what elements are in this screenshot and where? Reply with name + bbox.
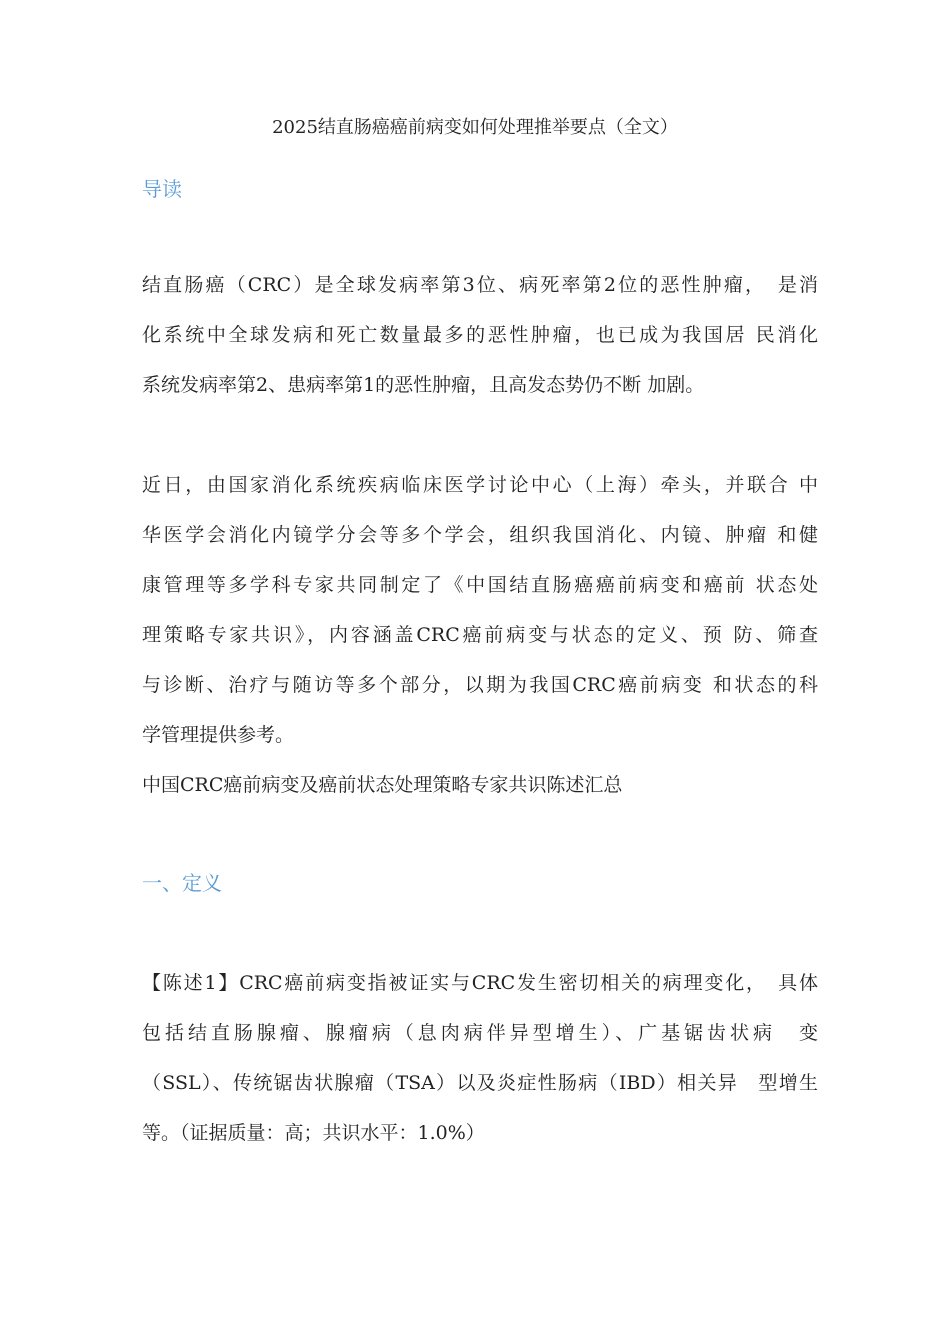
paragraph-line: 近日，由国家消化系统疾病临床医学讨论中心（上海）牵头，并联合 中 xyxy=(142,474,818,496)
paragraph-line: 与诊断、治疗与随访等多个部分，以期为我国CRC癌前病变 和状态的科 xyxy=(142,674,818,696)
paragraph-line: 华医学会消化内镜学分会等多个学会，组织我国消化、内镜、肿瘤 和健 xyxy=(142,524,818,546)
section-heading-intro: 导读 xyxy=(142,177,182,201)
paragraph-line: 等。（证据质量：高；共识水平：1.0%） xyxy=(142,1122,485,1144)
page-title: 2025结直肠癌癌前病变如何处理推举要点（全文） xyxy=(272,117,678,138)
paragraph-line: 化系统中全球发病和死亡数量最多的恶性肿瘤，也已成为我国居 民消化 xyxy=(142,324,818,346)
paragraph-line: （SSL）、传统锯齿状腺瘤（TSA）以及炎症性肠病（IBD）相关异 型增生 xyxy=(142,1072,818,1094)
paragraph-line: 理策略专家共识》，内容涵盖CRC癌前病变与状态的定义、预 防、筛查 xyxy=(142,624,818,646)
paragraph-line: 结直肠癌（CRC）是全球发病率第3位、病死率第2位的恶性肿瘤， 是消 xyxy=(142,274,818,296)
paragraph-line: 学管理提供参考。 xyxy=(142,724,295,746)
paragraph-intro xyxy=(142,260,818,410)
paragraph-line: 系统发病率第2、患病率第1的恶性肿瘤，且高发态势仍不断 加剧。 xyxy=(142,374,705,396)
paragraph-consensus xyxy=(142,460,818,760)
statement-1 xyxy=(142,958,818,1158)
paragraph-line: 【陈述1】CRC癌前病变指被证实与CRC发生密切相关的病理变化， 具体 xyxy=(142,972,818,994)
paragraph-line: 康管理等多学科专家共同制定了《中国结直肠癌癌前病变和癌前 状态处 xyxy=(142,574,818,596)
paragraph-line: 包括结直肠腺瘤、腺瘤病（息肉病伴异型增生）、广基锯齿状病 变 xyxy=(142,1022,818,1044)
section-heading-definition: 一、定义 xyxy=(142,871,222,895)
summary-line: 中国CRC癌前病变及癌前状态处理策略专家共识陈述汇总 xyxy=(142,774,623,796)
